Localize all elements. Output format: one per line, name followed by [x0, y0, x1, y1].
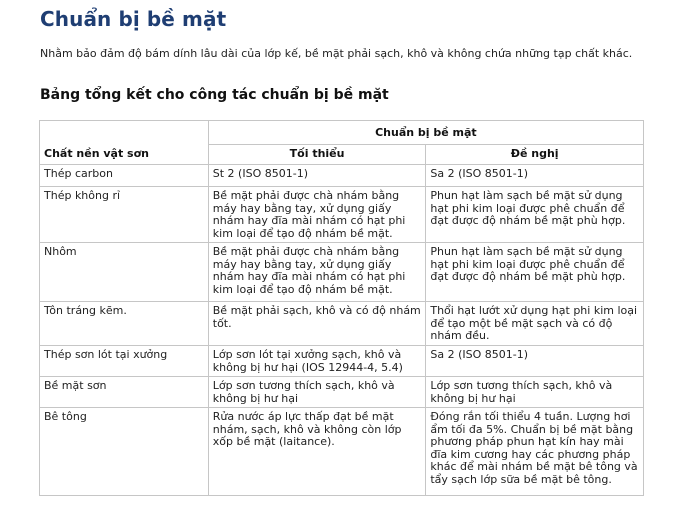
- cell-substrate: Bê tông: [40, 408, 209, 496]
- cell-recommended: Phun hạt làm sạch bề mặt sử dụng hạt phi kim loại được phê chuẩn để đạt được độ nhám bề mặt phù hợp.: [426, 243, 644, 302]
- cell-substrate: Nhôm: [40, 243, 209, 302]
- table-row: [40, 346, 644, 377]
- cell-recommended: Lớp sơn tương thích sạch, khô và không bị hư hại: [426, 377, 644, 408]
- cell-recommended: Phun hạt làm sạch bề mặt sử dụng hạt phi kim loại được phê chuẩn để đạt được độ nhám bề mặt phù hợp.: [426, 187, 644, 243]
- cell-recommended: Sa 2 (ISO 8501-1): [426, 165, 644, 187]
- header-recommended: Đề nghị: [426, 145, 644, 165]
- surface-prep-table: [39, 120, 644, 496]
- cell-minimum: St 2 (ISO 8501-1): [208, 165, 426, 187]
- cell-recommended: Sa 2 (ISO 8501-1): [426, 346, 644, 377]
- table-row: [40, 302, 644, 346]
- page-title: Chuẩn bị bề mặt: [40, 7, 227, 31]
- cell-recommended: Thổi hạt lướt xử dụng hạt phi kim loại để tạo một bề mặt sạch và có độ nhám đều.: [426, 302, 644, 346]
- cell-substrate: Thép sơn lót tại xưởng: [40, 346, 209, 377]
- header-minimum: Tối thiểu: [208, 145, 426, 165]
- cell-minimum: Lớp sơn tương thích sạch, khô và không bị hư hại: [208, 377, 426, 408]
- section-title: Bảng tổng kết cho công tác chuẩn bị bề mặt: [40, 87, 389, 103]
- table-row: [40, 187, 644, 243]
- cell-minimum: Rửa nước áp lực thấp đạt bề mặt nhám, sạch, khô và không còn lớp xốp bề mặt (laitance).: [208, 408, 426, 496]
- table-header-row-columns: [40, 145, 644, 165]
- header-substrate: Chất nền vật sơn: [40, 145, 209, 165]
- table-row: [40, 165, 644, 187]
- cell-minimum: Bề mặt phải sạch, khô và có độ nhám tốt.: [208, 302, 426, 346]
- intro-text: Nhằm bảo đảm độ bám dính lâu dài của lớp kế, bề mặt phải sạch, khô và không chứa những tạp chất khác.: [40, 47, 633, 60]
- header-surface-prep: Chuẩn bị bề mặt: [208, 121, 643, 145]
- header-empty-cell: [40, 121, 209, 145]
- table-header-row-group: [40, 121, 644, 145]
- cell-minimum: Bề mặt phải được chà nhám bằng máy hay bằng tay, xử dụng giấy nhám hay đĩa mài nhám có hạt phi kim loại để tạo độ nhám bề mặt.: [208, 243, 426, 302]
- cell-substrate: Thép không rỉ: [40, 187, 209, 243]
- cell-substrate: Bề mặt sơn: [40, 377, 209, 408]
- cell-substrate: Tôn tráng kẽm.: [40, 302, 209, 346]
- cell-minimum: Bề mặt phải được chà nhám bằng máy hay bằng tay, xử dụng giấy nhám hay đĩa mài nhám có hạt phi kim loại để tạo độ nhám bề mặt.: [208, 187, 426, 243]
- cell-recommended: Đóng rắn tối thiểu 4 tuần. Lượng hơi ẩm tối đa 5%. Chuẩn bị bề mặt bằng phương pháp phun hạt kín hay mài đĩa kim cương hay các phương pháp khác để mài nhám bề mặt bê tông và tẩy sạch lớp sữa bề mặt bê tông.: [426, 408, 644, 496]
- table-row: [40, 377, 644, 408]
- table-row: [40, 408, 644, 496]
- table-row: [40, 243, 644, 302]
- cell-substrate: Thép carbon: [40, 165, 209, 187]
- cell-minimum: Lớp sơn lót tại xưởng sạch, khô và không bị hư hại (IOS 12944-4, 5.4): [208, 346, 426, 377]
